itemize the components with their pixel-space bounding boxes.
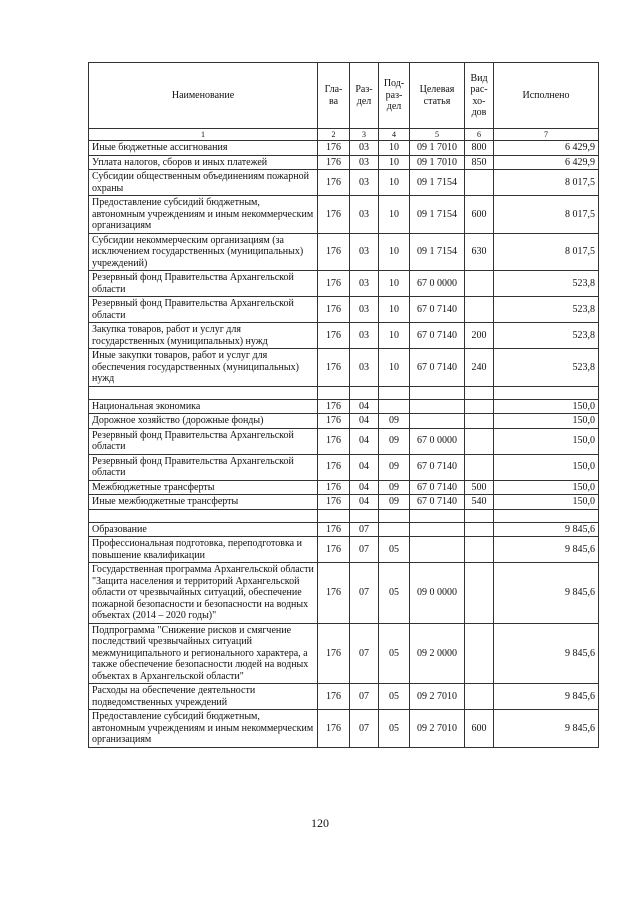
header-row (89, 63, 599, 129)
subsection-cell: 05 (379, 684, 410, 710)
subsection-cell: 10 (379, 196, 410, 234)
empty-cell (379, 509, 410, 522)
budget-execution-table (88, 62, 599, 748)
amount-cell: 150,0 (494, 454, 599, 480)
empty-cell (89, 509, 318, 522)
name-cell: Резервный фонд Правительства Архангельской области (89, 271, 318, 297)
column-number: 5 (410, 129, 465, 141)
target-cell (410, 537, 465, 563)
target-cell: 09 1 7010 (410, 155, 465, 170)
subsection-cell: 10 (379, 141, 410, 156)
amount-cell: 6 429,9 (494, 141, 599, 156)
expense-type-cell (465, 414, 494, 429)
name-cell: Иные закупки товаров, работ и услуг для обеспечения государственных (муниципальных) нужд (89, 349, 318, 387)
chapter-cell: 176 (318, 684, 350, 710)
target-cell: 09 0 0000 (410, 563, 465, 624)
target-cell: 67 0 7140 (410, 480, 465, 495)
expense-type-cell (465, 684, 494, 710)
amount-cell: 150,0 (494, 399, 599, 414)
name-cell: Резервный фонд Правительства Архангельской области (89, 454, 318, 480)
name-cell: Субсидии некоммерческим организациям (за исключением государственных (муниципальных) учреждений) (89, 233, 318, 271)
section-cell: 03 (350, 297, 379, 323)
table-row (89, 537, 599, 563)
table-row (89, 428, 599, 454)
amount-cell: 523,8 (494, 349, 599, 387)
target-cell: 09 2 0000 (410, 623, 465, 684)
header-expense-type: Вид рас- хо- дов (465, 63, 494, 129)
chapter-cell: 176 (318, 271, 350, 297)
name-cell: Иные межбюджетные трансферты (89, 495, 318, 510)
empty-cell (379, 386, 410, 399)
section-cell: 03 (350, 271, 379, 297)
amount-cell: 9 845,6 (494, 710, 599, 748)
target-cell: 09 1 7154 (410, 196, 465, 234)
chapter-cell: 176 (318, 428, 350, 454)
expense-type-cell (465, 537, 494, 563)
table-row (89, 349, 599, 387)
header-subsection: Под- раз- дел (379, 63, 410, 129)
name-cell: Государственная программа Архангельской области "Защита населения и территорий Архангельской области от чрезвычайных ситуаций, обеспечение пожарной безопасности и безопасности на водных объектах (2014 – 2020 годы)" (89, 563, 318, 624)
column-number: 1 (89, 129, 318, 141)
table-body (89, 141, 599, 748)
table-row (89, 233, 599, 271)
target-cell (410, 522, 465, 537)
chapter-cell: 176 (318, 414, 350, 429)
name-cell: Предоставление субсидий бюджетным, автономным учреждениям и иным некоммерческим организациям (89, 196, 318, 234)
expense-type-cell: 850 (465, 155, 494, 170)
expense-type-cell: 800 (465, 141, 494, 156)
amount-cell: 9 845,6 (494, 522, 599, 537)
name-cell: Субсидии общественным объединениям пожарной охраны (89, 170, 318, 196)
table-row (89, 414, 599, 429)
name-cell: Дорожное хозяйство (дорожные фонды) (89, 414, 318, 429)
section-cell: 07 (350, 537, 379, 563)
section-cell: 07 (350, 522, 379, 537)
table-row (89, 454, 599, 480)
amount-cell: 9 845,6 (494, 684, 599, 710)
section-cell: 03 (350, 233, 379, 271)
chapter-cell: 176 (318, 323, 350, 349)
chapter-cell: 176 (318, 623, 350, 684)
expense-type-cell (465, 623, 494, 684)
target-cell: 67 0 7140 (410, 297, 465, 323)
target-cell: 67 0 7140 (410, 495, 465, 510)
expense-type-cell: 630 (465, 233, 494, 271)
name-cell: Резервный фонд Правительства Архангельской области (89, 297, 318, 323)
amount-cell: 9 845,6 (494, 623, 599, 684)
header-name: Наименование (89, 63, 318, 129)
expense-type-cell (465, 563, 494, 624)
subsection-cell: 09 (379, 414, 410, 429)
amount-cell: 523,8 (494, 271, 599, 297)
subsection-cell: 10 (379, 170, 410, 196)
table-row (89, 480, 599, 495)
table-row (89, 522, 599, 537)
subsection-cell: 05 (379, 537, 410, 563)
table-row (89, 170, 599, 196)
expense-type-cell: 600 (465, 196, 494, 234)
column-number-row (89, 129, 599, 141)
expense-type-cell (465, 297, 494, 323)
name-cell: Иные бюджетные ассигнования (89, 141, 318, 156)
expense-type-cell: 500 (465, 480, 494, 495)
subsection-cell: 10 (379, 297, 410, 323)
chapter-cell: 176 (318, 537, 350, 563)
blank-separator-row (89, 386, 599, 399)
table-row (89, 495, 599, 510)
expense-type-cell: 540 (465, 495, 494, 510)
amount-cell: 9 845,6 (494, 563, 599, 624)
amount-cell: 8 017,5 (494, 233, 599, 271)
target-cell: 09 2 7010 (410, 710, 465, 748)
subsection-cell: 05 (379, 623, 410, 684)
empty-cell (465, 509, 494, 522)
subsection-cell: 05 (379, 710, 410, 748)
column-number: 6 (465, 129, 494, 141)
target-cell (410, 414, 465, 429)
amount-cell: 150,0 (494, 414, 599, 429)
subsection-cell: 09 (379, 480, 410, 495)
table-row (89, 623, 599, 684)
target-cell: 67 0 7140 (410, 323, 465, 349)
section-cell: 04 (350, 480, 379, 495)
section-cell: 03 (350, 155, 379, 170)
empty-cell (465, 386, 494, 399)
table-row (89, 155, 599, 170)
table-row (89, 684, 599, 710)
target-cell: 09 1 7154 (410, 233, 465, 271)
column-number: 3 (350, 129, 379, 141)
subsection-cell: 09 (379, 454, 410, 480)
section-cell: 07 (350, 623, 379, 684)
name-cell: Межбюджетные трансферты (89, 480, 318, 495)
table-row (89, 399, 599, 414)
name-cell: Предоставление субсидий бюджетным, автономным учреждениям и иным некоммерческим организациям (89, 710, 318, 748)
chapter-cell: 176 (318, 454, 350, 480)
subsection-cell: 09 (379, 495, 410, 510)
column-number: 2 (318, 129, 350, 141)
expense-type-cell: 600 (465, 710, 494, 748)
subsection-cell (379, 399, 410, 414)
section-cell: 07 (350, 563, 379, 624)
chapter-cell: 176 (318, 297, 350, 323)
section-cell: 04 (350, 428, 379, 454)
target-cell: 67 0 0000 (410, 428, 465, 454)
section-cell: 04 (350, 399, 379, 414)
section-cell: 03 (350, 196, 379, 234)
empty-cell (494, 509, 599, 522)
chapter-cell: 176 (318, 563, 350, 624)
expense-type-cell (465, 271, 494, 297)
section-cell: 04 (350, 414, 379, 429)
amount-cell: 150,0 (494, 495, 599, 510)
subsection-cell: 10 (379, 155, 410, 170)
section-cell: 07 (350, 710, 379, 748)
subsection-cell: 10 (379, 323, 410, 349)
table-row (89, 196, 599, 234)
section-cell: 04 (350, 454, 379, 480)
table-row (89, 271, 599, 297)
chapter-cell: 176 (318, 233, 350, 271)
amount-cell: 6 429,9 (494, 155, 599, 170)
name-cell: Национальная экономика (89, 399, 318, 414)
expense-type-cell: 240 (465, 349, 494, 387)
subsection-cell: 10 (379, 349, 410, 387)
section-cell: 03 (350, 141, 379, 156)
subsection-cell: 09 (379, 428, 410, 454)
empty-cell (350, 386, 379, 399)
name-cell: Уплата налогов, сборов и иных платежей (89, 155, 318, 170)
amount-cell: 523,8 (494, 323, 599, 349)
subsection-cell (379, 522, 410, 537)
chapter-cell: 176 (318, 349, 350, 387)
expense-type-cell (465, 454, 494, 480)
expense-type-cell (465, 428, 494, 454)
expense-type-cell (465, 399, 494, 414)
target-cell: 67 0 7140 (410, 454, 465, 480)
amount-cell: 150,0 (494, 428, 599, 454)
chapter-cell: 176 (318, 155, 350, 170)
table-row (89, 297, 599, 323)
target-cell: 67 0 0000 (410, 271, 465, 297)
target-cell: 09 1 7010 (410, 141, 465, 156)
amount-cell: 9 845,6 (494, 537, 599, 563)
header-chapter: Гла- ва (318, 63, 350, 129)
subsection-cell: 10 (379, 271, 410, 297)
target-cell (410, 399, 465, 414)
expense-type-cell (465, 522, 494, 537)
empty-cell (318, 386, 350, 399)
section-cell: 03 (350, 349, 379, 387)
expense-type-cell: 200 (465, 323, 494, 349)
header-section: Раз- дел (350, 63, 379, 129)
target-cell: 09 2 7010 (410, 684, 465, 710)
section-cell: 04 (350, 495, 379, 510)
header-executed: Исполнено (494, 63, 599, 129)
subsection-cell: 10 (379, 233, 410, 271)
target-cell: 67 0 7140 (410, 349, 465, 387)
empty-cell (494, 386, 599, 399)
empty-cell (410, 386, 465, 399)
empty-cell (318, 509, 350, 522)
section-cell: 03 (350, 323, 379, 349)
empty-cell (410, 509, 465, 522)
empty-cell (89, 386, 318, 399)
table-row (89, 141, 599, 156)
chapter-cell: 176 (318, 710, 350, 748)
chapter-cell: 176 (318, 196, 350, 234)
page-number: 120 (311, 816, 329, 830)
chapter-cell: 176 (318, 399, 350, 414)
expense-type-cell (465, 170, 494, 196)
name-cell: Профессиональная подготовка, переподготовка и повышение квалификации (89, 537, 318, 563)
empty-cell (350, 509, 379, 522)
subsection-cell: 05 (379, 563, 410, 624)
amount-cell: 8 017,5 (494, 170, 599, 196)
name-cell: Подпрограмма "Снижение рисков и смягчение последствий чрезвычайных ситуаций межмуниципального и регионального характера, а также обеспечение безопасности людей на водных объектах в Архангельской области" (89, 623, 318, 684)
amount-cell: 523,8 (494, 297, 599, 323)
table-row (89, 563, 599, 624)
name-cell: Закупка товаров, работ и услуг для государственных (муниципальных) нужд (89, 323, 318, 349)
chapter-cell: 176 (318, 141, 350, 156)
column-number: 4 (379, 129, 410, 141)
table-row (89, 323, 599, 349)
chapter-cell: 176 (318, 495, 350, 510)
header-target: Целевая статья (410, 63, 465, 129)
chapter-cell: 176 (318, 522, 350, 537)
chapter-cell: 176 (318, 170, 350, 196)
name-cell: Образование (89, 522, 318, 537)
section-cell: 07 (350, 684, 379, 710)
column-number: 7 (494, 129, 599, 141)
section-cell: 03 (350, 170, 379, 196)
name-cell: Расходы на обеспечение деятельности подведомственных учреждений (89, 684, 318, 710)
amount-cell: 150,0 (494, 480, 599, 495)
target-cell: 09 1 7154 (410, 170, 465, 196)
chapter-cell: 176 (318, 480, 350, 495)
amount-cell: 8 017,5 (494, 196, 599, 234)
blank-separator-row (89, 509, 599, 522)
name-cell: Резервный фонд Правительства Архангельской области (89, 428, 318, 454)
table-row (89, 710, 599, 748)
